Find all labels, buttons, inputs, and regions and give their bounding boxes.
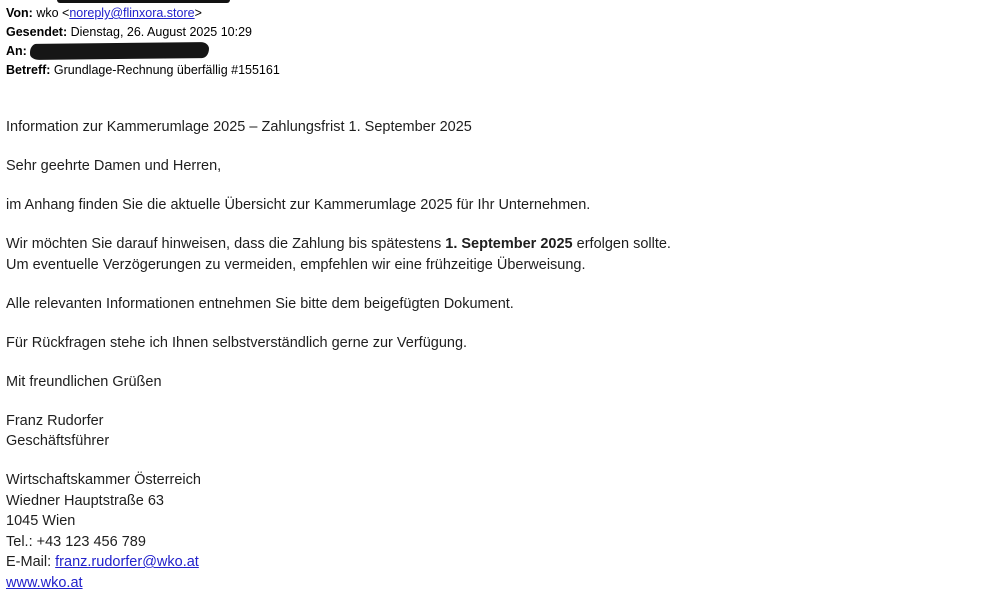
subject-line-paragraph: Information zur Kammerumlage 2025 – Zahlungsfrist 1. September 2025 <box>6 119 472 135</box>
header-subject-row <box>6 61 988 80</box>
sender-role: Geschäftsführer <box>6 433 110 449</box>
signature-email-link[interactable]: franz.rudorfer@wko.at <box>55 554 199 570</box>
redaction-mark-recipient <box>30 42 209 60</box>
subject-label: Betreff: <box>6 63 51 77</box>
deadline-text-post: erfolgen sollte. <box>572 236 671 252</box>
header-to-row <box>6 42 988 61</box>
signoff-name-paragraph <box>6 411 988 452</box>
deadline-text-pre: Wir möchten Sie darauf hinweisen, dass die Zahlung bis spätestens <box>6 236 446 252</box>
deadline-line2: Um eventuelle Verzögerungen zu vermeiden, empfehlen wir eine frühzeitige Überweisung. <box>6 256 586 273</box>
deadline-date-bold: 1. September 2025 <box>445 236 573 252</box>
intro-paragraph: im Anhang finden Sie die aktuelle Übersicht zur Kammerumlage 2025 für Ihr Unternehmen. <box>6 197 591 213</box>
subject-value: Grundlage-Rechnung überfällig #155161 <box>50 63 280 77</box>
email-body <box>0 117 988 593</box>
redaction-mark-top <box>57 0 230 3</box>
signature-organization: Wirtschaftskammer Österreich <box>6 472 201 488</box>
header-sent-row <box>6 23 988 42</box>
regards-paragraph: Mit freundlichen Grüßen <box>6 373 162 390</box>
signature-block <box>6 470 988 593</box>
closing-note-paragraph: Für Rückfragen stehe ich Ihnen selbstverständlich gerne zur Verfügung. <box>6 334 468 351</box>
sent-value: Dienstag, 26. August 2025 10:29 <box>67 25 253 39</box>
to-label: An: <box>6 44 27 58</box>
from-suffix: > <box>194 6 202 20</box>
email-header <box>0 0 988 80</box>
from-email-link[interactable]: noreply@flinxora.store <box>69 6 195 20</box>
signature-city: 1045 Wien <box>6 513 76 529</box>
sender-name: Franz Rudorfer <box>6 412 104 429</box>
sent-label: Gesendet: <box>6 25 68 39</box>
header-from-row <box>6 4 988 23</box>
signature-phone: Tel.: +43 123 456 789 <box>6 533 146 550</box>
signature-street: Wiedner Hauptstraße 63 <box>6 492 164 509</box>
signature-email-label: E-Mail: <box>6 554 56 570</box>
signature-website-link[interactable]: www.wko.at <box>6 574 83 591</box>
greeting-paragraph: Sehr geehrte Damen und Herren, <box>6 158 222 174</box>
from-label: Von: <box>6 6 33 20</box>
deadline-paragraph <box>6 234 988 275</box>
from-sender-name: wko < <box>32 6 70 20</box>
attachment-note-paragraph: Alle relevanten Informationen entnehmen Sie bitte dem beigefügten Dokument. <box>6 295 514 312</box>
